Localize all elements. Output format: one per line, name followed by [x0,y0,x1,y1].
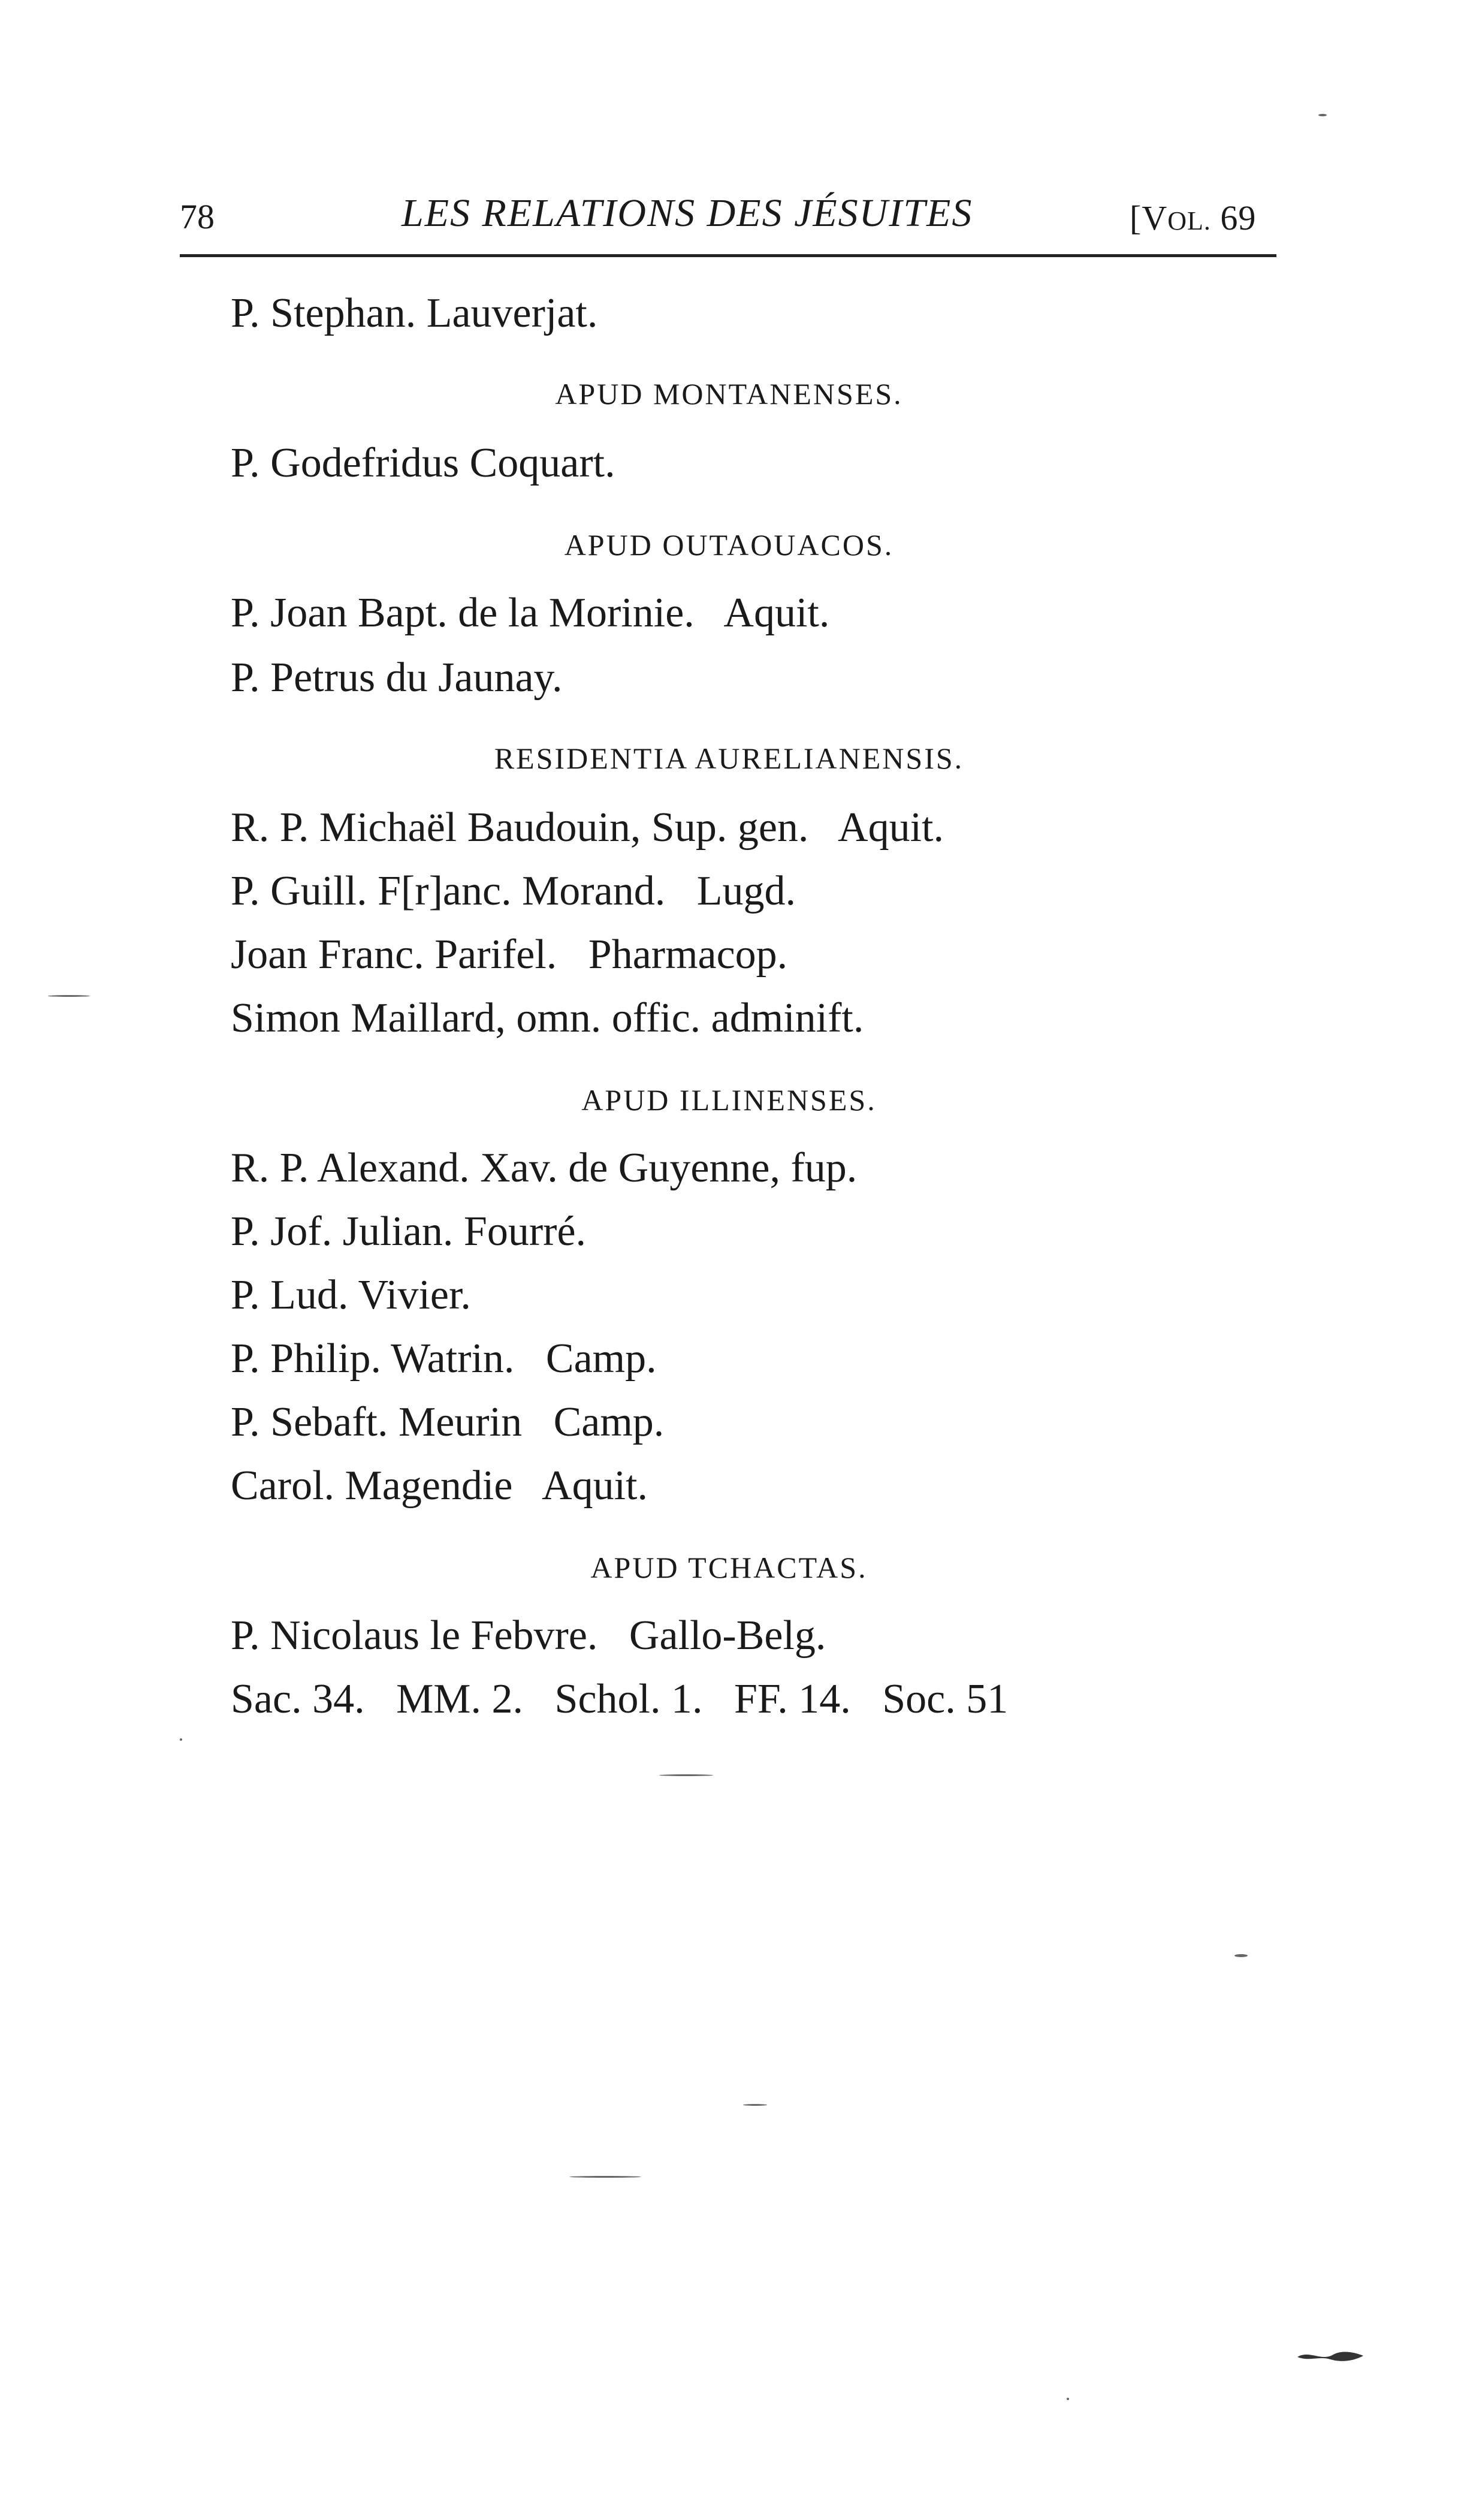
text-line: Simon Maillard, omn. offic. adminift. [231,995,864,1041]
section-heading: APUD OUTAOUACOS. [564,528,894,562]
text-line: P. Joan Bapt. de la Morinie. Aquit. [231,590,830,636]
volume-abbrev: OL. [1167,206,1211,236]
header-rule [180,254,1276,257]
volume-number: 69 [1220,198,1257,237]
text-line: P. Stephan. Lauverjat. [231,290,598,336]
text-line: P. Godefridus Coquart. [231,440,615,486]
section-heading: APUD MONTANENSES. [555,377,903,411]
scan-speck [180,1738,182,1741]
text-line: Carol. Magendie Aquit. [231,1463,648,1509]
scan-speck [48,995,90,997]
text-line: Sac. 34. MM. 2. Schol. 1. FF. 14. Soc. 51 [231,1676,1009,1722]
page-header [180,191,1276,251]
text-line: R. P. Alexand. Xav. de Guyenne, fup. [231,1145,858,1191]
scan-speck [659,1774,713,1776]
text-line: P. Jof. Julian. Fourré. [231,1208,587,1255]
volume-bracket: [V [1130,198,1168,237]
text-line: Joan Franc. Parifel. Pharmacop. [231,932,788,978]
section-heading: APUD TCHACTAS. [590,1551,868,1584]
text-line: P. Sebaft. Meurin Camp. [231,1399,665,1445]
scan-speck [743,2104,767,2106]
text-line: P. Nicolaus le Febvre. Gallo-Belg. [231,1612,826,1659]
section-heading: RESIDENTIA AURELIANENSIS. [494,741,964,775]
printer-ornament [1294,2344,1366,2368]
text-line: P. Lud. Vivier. [231,1272,471,1318]
scan-speck [569,2176,641,2178]
running-title: LES RELATIONS DES JÉSUITES [402,191,973,235]
text-line: P. Guill. F[r]anc. Morand. Lugd. [231,868,796,914]
text-line: P. Philip. Watrin. Camp. [231,1336,657,1382]
scan-speck [1234,1954,1248,1957]
text-line: P. Petrus du Jaunay. [231,655,563,701]
page-number: 78 [180,197,215,236]
section-heading: APUD ILLINENSES. [581,1083,877,1117]
scan-speck [1318,114,1327,116]
scan-speck [1067,2398,1069,2400]
volume-indicator [1130,198,1256,238]
text-line: R. P. Michaël Baudouin, Sup. gen. Aquit. [231,804,944,851]
